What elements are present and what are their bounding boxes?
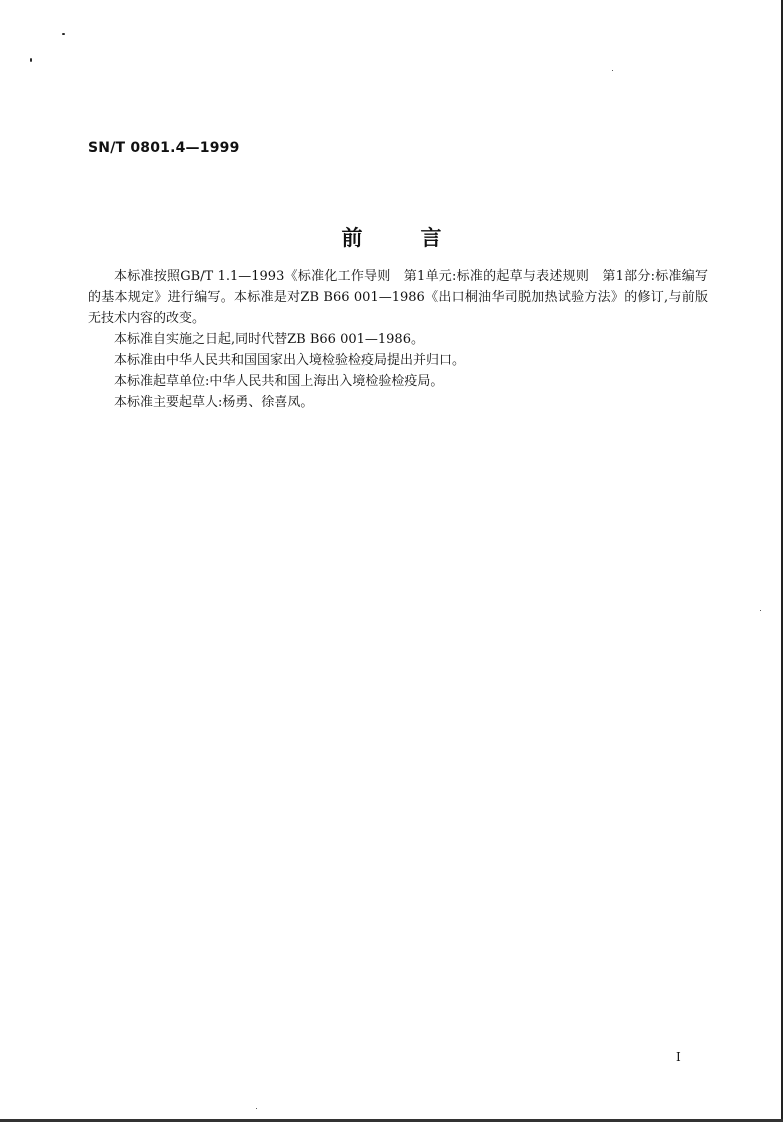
scan-speck xyxy=(30,58,32,62)
page-number: I xyxy=(676,1050,681,1064)
foreword-body xyxy=(88,266,708,413)
title-char-2: 言 xyxy=(420,225,442,250)
title-char-1: 前 xyxy=(341,225,363,250)
paragraph-effective: 本标准自实施之日起,同时代替ZB B66 001—1986。 xyxy=(114,332,424,347)
paragraph-proposer: 本标准由中华人民共和国国家出入境检验检疫局提出并归口。 xyxy=(114,353,466,368)
page-title xyxy=(0,222,783,252)
scan-speck xyxy=(760,610,761,611)
paragraph-drafting-unit: 本标准起草单位:中华人民共和国上海出入境检验检疫局。 xyxy=(114,374,444,389)
scan-speck xyxy=(256,1108,257,1109)
scan-speck xyxy=(612,70,613,71)
paragraph-drafters: 本标准主要起草人:杨勇、徐喜凤。 xyxy=(114,395,314,410)
scan-speck xyxy=(62,33,65,35)
paragraph-basis: 本标准按照GB/T 1.1—1993《标准化工作导则 第1单元:标准的起草与表述规则 第1部分:标准编写的基本规定》进行编写。本标准是对ZB B66 001—1986《出口桐油华司脱加热试验方法》的修订,与前版无技术内容的改变。 xyxy=(88,269,708,326)
standard-code: SN/T 0801.4—1999 xyxy=(88,140,240,156)
